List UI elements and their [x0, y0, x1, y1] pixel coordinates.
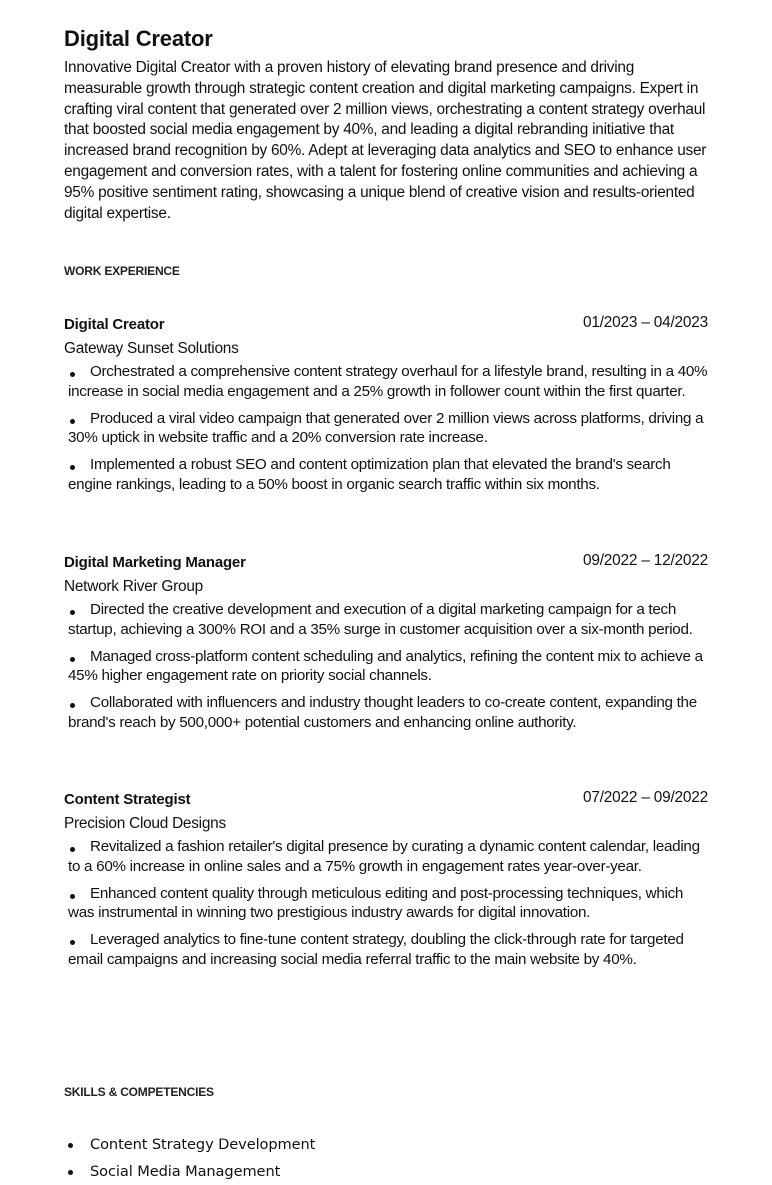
job-header — [64, 554, 708, 577]
professional-summary: Innovative Digital Creator with a proven history of elevating brand presence and driving measurable growth through strategic content creation and digital marketing campaigns. Expert in crafting viral content that generated over 2 million views, orchestrating a content strategy overhaul that boosted social media engagement by 40%, and leading a digital rebranding initiative that increased brand recognition by 60%. Adept at leveraging data analytics and SEO to enhance user engagement and conversion rates, with a talent for fostering online communities and achieving a 95% positive sentiment rating, showcasing a unique blend of creative vision and results-oriented digital expertise. — [64, 59, 707, 222]
skills-list — [64, 1131, 315, 1185]
bullet-item — [68, 930, 712, 969]
bullet-text: Produced a viral video campaign that generated over 2 million views across platforms, driving a 30% uptick in website traffic and a 20% conversion rate increase. — [68, 409, 704, 447]
bullet-text: Revitalized a fashion retailer's digital presence by curating a dynamic content calendar, leading to a 60% increase in online sales and a 75% growth in engagement rates year-over-year. — [68, 838, 700, 875]
job-company: Network River Group — [64, 578, 203, 595]
job-entry — [64, 554, 708, 740]
job-bullets — [64, 837, 712, 970]
bullet-text: Managed cross-platform content scheduling and analytics, refining the content mix to achieve a 45% higher engagement rate on priority social channels. — [68, 647, 703, 685]
job-title: Content Strategist — [64, 791, 191, 808]
bullet-text: Leveraged analytics to fine-tune content strategy, doubling the click-through rate for targeted email campaigns and increasing social media referral traffic to the main website by 40%. — [68, 931, 684, 968]
job-header — [64, 316, 708, 339]
job-dates: 07/2022 – 09/2022 — [583, 789, 708, 806]
skill-item: Content Strategy Development — [64, 1131, 315, 1158]
job-dates: 01/2023 – 04/2023 — [583, 314, 708, 331]
job-header — [64, 791, 708, 814]
section-label-skills: SKILLS & COMPETENCIES — [64, 1085, 214, 1099]
job-bullets — [64, 600, 712, 733]
bullet-item — [68, 600, 712, 639]
job-dates: 09/2022 – 12/2022 — [583, 552, 708, 569]
bullet-item — [68, 647, 712, 686]
bullet-item — [68, 362, 712, 401]
job-entry — [64, 316, 708, 502]
job-bullets — [64, 362, 712, 495]
bullet-text: Directed the creative development and execution of a digital marketing campaign for a tech startup, achieving a 300% ROI and a 35% surge in customer acquisition over a six-month period. — [68, 601, 693, 638]
bullet-item — [68, 409, 712, 448]
bullet-item — [68, 884, 712, 923]
bullet-text: Collaborated with influencers and industry thought leaders to co-create content, expanding the brand's reach by 500,000+ potential customers and enhancing online authority. — [68, 694, 697, 731]
bullet-text: Enhanced content quality through meticulous editing and post-processing techniques, which was instrumental in winning two prestigious industry awards for digital innovation. — [68, 884, 684, 922]
job-company: Precision Cloud Designs — [64, 815, 226, 832]
job-company: Gateway Sunset Solutions — [64, 340, 239, 357]
resume-title: Digital Creator — [64, 26, 213, 51]
bullet-item — [68, 837, 712, 876]
bullet-text: Orchestrated a comprehensive content strategy overhaul for a lifestyle brand, resulting in a 40% increase in social media engagement and a 25% growth in follower count within the first quarter. — [68, 363, 708, 400]
job-entry — [64, 791, 708, 977]
job-title: Digital Marketing Manager — [64, 554, 246, 571]
bullet-text: Implemented a robust SEO and content optimization plan that elevated the brand's search engine rankings, leading to a 50% boost in organic search traffic within six months. — [68, 456, 671, 493]
bullet-item — [68, 693, 712, 732]
section-label-work-experience: WORK EXPERIENCE — [64, 264, 180, 278]
job-title: Digital Creator — [64, 316, 165, 333]
bullet-item — [68, 455, 712, 494]
skill-item: Social Media Management — [64, 1158, 315, 1185]
